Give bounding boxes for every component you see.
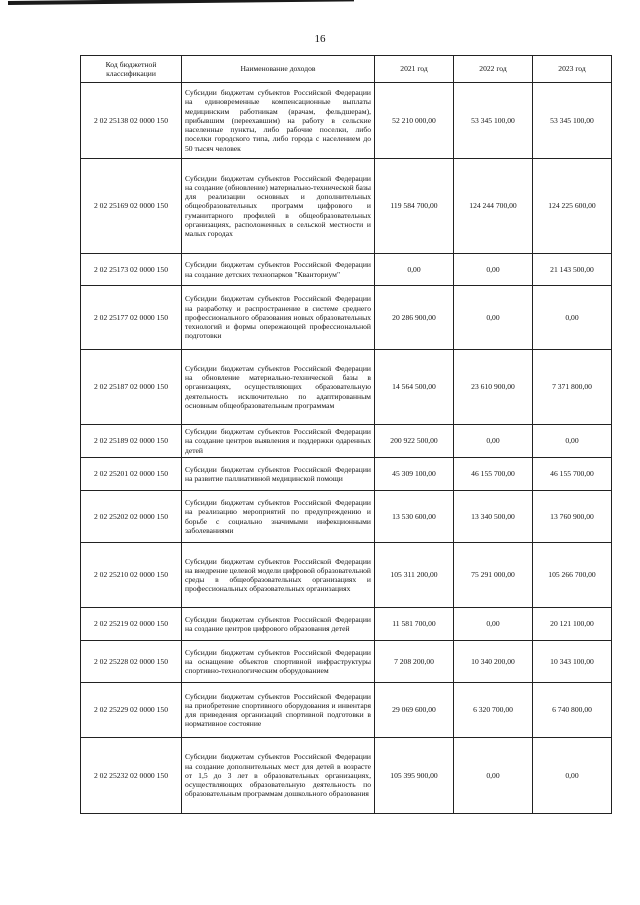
row-2021: 7 208 200,00 bbox=[375, 641, 454, 683]
table-row bbox=[81, 254, 612, 286]
row-2023: 0,00 bbox=[533, 425, 612, 458]
row-2023: 105 266 700,00 bbox=[533, 543, 612, 608]
row-2022: 6 320 700,00 bbox=[454, 683, 533, 738]
row-code: 2 02 25138 02 0000 150 bbox=[81, 83, 182, 159]
row-2022: 13 340 500,00 bbox=[454, 491, 533, 543]
row-2023: 53 345 100,00 bbox=[533, 83, 612, 159]
row-code: 2 02 25202 02 0000 150 bbox=[81, 491, 182, 543]
row-name: Субсидии бюджетам субъектов Российской Федерации на создание центров цифрового образования детей bbox=[182, 608, 375, 641]
row-2021: 29 069 600,00 bbox=[375, 683, 454, 738]
row-2023: 13 760 900,00 bbox=[533, 491, 612, 543]
header-code: Код бюджетной классификации bbox=[81, 56, 182, 83]
header-2023: 2023 год bbox=[533, 56, 612, 83]
row-name: Субсидии бюджетам субъектов Российской Федерации на оснащение объектов спортивной инфраструктуры спортивно-технологическим оборудованием bbox=[182, 641, 375, 683]
row-2022: 10 340 200,00 bbox=[454, 641, 533, 683]
row-name: Субсидии бюджетам субъектов Российской Федерации на обновление материально-технической базы в организациях, осуществляющих образовательную деятельность исключительно по адаптированным основным общеобразовательным программам bbox=[182, 350, 375, 425]
table-header-row bbox=[81, 56, 612, 83]
scan-artifact-line bbox=[8, 0, 354, 5]
table-row bbox=[81, 83, 612, 159]
row-name: Субсидии бюджетам субъектов Российской Федерации на создание детских технопарков "Кванториум" bbox=[182, 254, 375, 286]
table-row bbox=[81, 425, 612, 458]
row-2021: 52 210 000,00 bbox=[375, 83, 454, 159]
row-code: 2 02 25169 02 0000 150 bbox=[81, 159, 182, 254]
row-code: 2 02 25229 02 0000 150 bbox=[81, 683, 182, 738]
row-code: 2 02 25177 02 0000 150 bbox=[81, 286, 182, 350]
row-2021: 105 311 200,00 bbox=[375, 543, 454, 608]
row-2023: 21 143 500,00 bbox=[533, 254, 612, 286]
row-code: 2 02 25173 02 0000 150 bbox=[81, 254, 182, 286]
row-2022: 75 291 000,00 bbox=[454, 543, 533, 608]
row-2023: 7 371 800,00 bbox=[533, 350, 612, 425]
row-2021: 11 581 700,00 bbox=[375, 608, 454, 641]
row-2023: 6 740 800,00 bbox=[533, 683, 612, 738]
row-2023: 0,00 bbox=[533, 738, 612, 814]
row-2022: 0,00 bbox=[454, 425, 533, 458]
row-2022: 23 610 900,00 bbox=[454, 350, 533, 425]
table-row bbox=[81, 286, 612, 350]
row-name: Субсидии бюджетам субъектов Российской Федерации на разработку и распространение в системе среднего профессионального образования новых образовательных технологий и формы опережающей профессиональной подготовки bbox=[182, 286, 375, 350]
table-row bbox=[81, 491, 612, 543]
row-2021: 200 922 500,00 bbox=[375, 425, 454, 458]
row-code: 2 02 25189 02 0000 150 bbox=[81, 425, 182, 458]
row-2022: 46 155 700,00 bbox=[454, 458, 533, 491]
row-2023: 20 121 100,00 bbox=[533, 608, 612, 641]
header-2022: 2022 год bbox=[454, 56, 533, 83]
row-2022: 0,00 bbox=[454, 738, 533, 814]
table-row bbox=[81, 159, 612, 254]
row-2023: 0,00 bbox=[533, 286, 612, 350]
budget-revenue-table bbox=[80, 55, 612, 814]
row-2022: 0,00 bbox=[454, 286, 533, 350]
row-2022: 53 345 100,00 bbox=[454, 83, 533, 159]
row-2022: 0,00 bbox=[454, 608, 533, 641]
row-name: Субсидии бюджетам субъектов Российской Федерации на создание центров выявления и поддержки одаренных детей bbox=[182, 425, 375, 458]
header-2021: 2021 год bbox=[375, 56, 454, 83]
row-2021: 13 530 600,00 bbox=[375, 491, 454, 543]
row-name: Субсидии бюджетам субъектов Российской Федерации на внедрение целевой модели цифровой образовательной среды в общеобразовательных организациях и профессиональных образовательных организациях bbox=[182, 543, 375, 608]
row-code: 2 02 25232 02 0000 150 bbox=[81, 738, 182, 814]
row-code: 2 02 25210 02 0000 150 bbox=[81, 543, 182, 608]
row-2023: 124 225 600,00 bbox=[533, 159, 612, 254]
row-2022: 124 244 700,00 bbox=[454, 159, 533, 254]
row-code: 2 02 25201 02 0000 150 bbox=[81, 458, 182, 491]
row-code: 2 02 25187 02 0000 150 bbox=[81, 350, 182, 425]
table-row bbox=[81, 738, 612, 814]
page-number: 16 bbox=[314, 33, 326, 45]
row-2023: 10 343 100,00 bbox=[533, 641, 612, 683]
row-name: Субсидии бюджетам субъектов Российской Федерации на приобретение спортивного оборудования и инвентаря для приведения организаций спортивной подготовки в нормативное состояние bbox=[182, 683, 375, 738]
table-row bbox=[81, 641, 612, 683]
header-name: Наименование доходов bbox=[182, 56, 375, 83]
row-2021: 0,00 bbox=[375, 254, 454, 286]
row-2021: 20 286 900,00 bbox=[375, 286, 454, 350]
row-2023: 46 155 700,00 bbox=[533, 458, 612, 491]
row-code: 2 02 25219 02 0000 150 bbox=[81, 608, 182, 641]
table-row bbox=[81, 543, 612, 608]
table-row bbox=[81, 458, 612, 491]
row-name: Субсидии бюджетам субъектов Российской Федерации на развитие паллиативной медицинской помощи bbox=[182, 458, 375, 491]
row-2021: 14 564 500,00 bbox=[375, 350, 454, 425]
row-2022: 0,00 bbox=[454, 254, 533, 286]
table-row bbox=[81, 350, 612, 425]
table-row bbox=[81, 683, 612, 738]
row-code: 2 02 25228 02 0000 150 bbox=[81, 641, 182, 683]
row-2021: 45 309 100,00 bbox=[375, 458, 454, 491]
row-name: Субсидии бюджетам субъектов Российской Федерации на создание дополнительных мест для детей в возрасте от 1,5 до 3 лет в образовательных организациях, осуществляющих образовательную деятельность по образовательным программам дошкольного образования bbox=[182, 738, 375, 814]
table-row bbox=[81, 608, 612, 641]
row-2021: 119 584 700,00 bbox=[375, 159, 454, 254]
row-name: Субсидии бюджетам субъектов Российской Федерации на единовременные компенсационные выплаты медицинским работникам (врачам, фельдшерам), прибывшим (переехавшим) на работу в сельские населенные пункты, либо рабочие поселки, либо поселки городского типа, либо города с населением до 50 тысяч человек bbox=[182, 83, 375, 159]
row-2021: 105 395 900,00 bbox=[375, 738, 454, 814]
row-name: Субсидии бюджетам субъектов Российской Федерации на создание (обновление) материально-технической базы для реализации основных и дополнительных общеобразовательных программ цифрового и гуманитарного профилей в общеобразовательных организациях, расположенных в сельской местности и малых городах bbox=[182, 159, 375, 254]
row-name: Субсидии бюджетам субъектов Российской Федерации на реализацию мероприятий по предупреждению и борьбе с социально значимыми инфекционными заболеваниями bbox=[182, 491, 375, 543]
